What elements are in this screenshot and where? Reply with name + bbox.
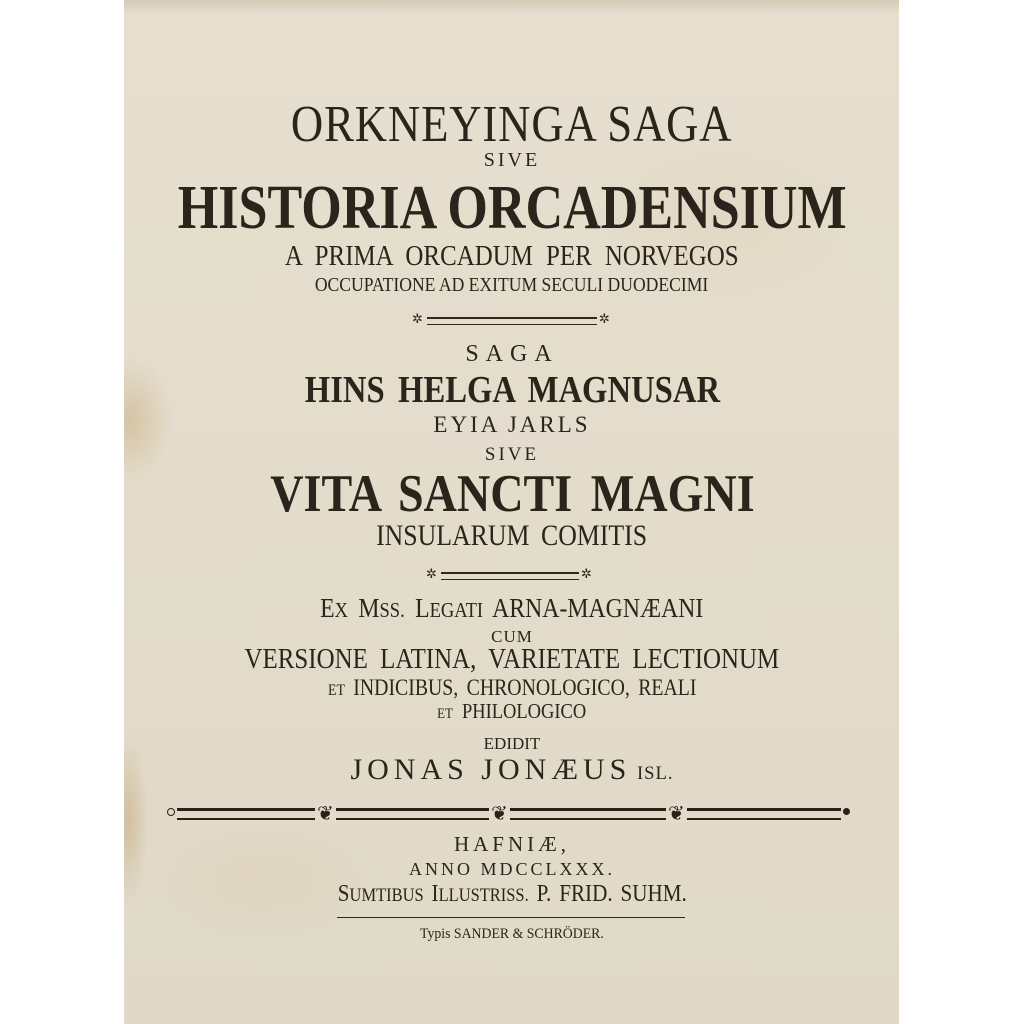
title-line-2: HISTORIA ORCADENSIUM bbox=[177, 174, 847, 242]
star-icon: ✲ bbox=[426, 567, 437, 582]
double-rule bbox=[441, 572, 579, 580]
contents-line-3: ET PHILOLOGICO bbox=[437, 699, 587, 723]
second-title-line-3: VITA SANCTI MAGNI bbox=[269, 465, 755, 523]
second-title-line-4: INSULARUM COMITIS bbox=[376, 519, 648, 552]
second-title-line-1: HINS HELGA MAGNUSAR bbox=[304, 369, 720, 411]
fleuron-icon: ❦ bbox=[317, 801, 334, 825]
editor-name: JONAS JONÆUS ISL. bbox=[350, 753, 674, 786]
star-icon: ✲ bbox=[412, 312, 423, 327]
cum-connector: CUM bbox=[491, 627, 533, 646]
title-line-1: ORKNEYINGA SAGA bbox=[291, 96, 733, 153]
source-line: EX MSS. LEGATI ARNA-MAGNÆANI bbox=[320, 593, 704, 623]
star-icon: ✲ bbox=[599, 312, 610, 327]
sive-connector-1: SIVE bbox=[483, 149, 541, 171]
subtitle-line-2: OCCUPATIONE AD EXITUM SECULI DUODECIMI bbox=[315, 274, 709, 296]
fleuron-icon: ❦ bbox=[668, 801, 685, 825]
title-page bbox=[124, 0, 899, 1024]
dot-end-icon bbox=[843, 808, 850, 815]
star-rule-ornament-1 bbox=[412, 313, 612, 327]
star-rule-ornament-2 bbox=[426, 568, 594, 582]
contents-line-1: VERSIONE LATINA, VARIETATE LECTIONUM bbox=[244, 643, 780, 675]
subtitle-line-1: A PRIMA ORCADUM PER NORVEGOS bbox=[285, 240, 739, 272]
sive-connector-2: SIVE bbox=[484, 444, 540, 465]
fleuron-rule-ornament bbox=[167, 801, 852, 825]
star-icon: ✲ bbox=[581, 567, 592, 582]
ring-end-icon bbox=[167, 808, 175, 816]
edidit-label: EDIDIT bbox=[483, 734, 541, 753]
imprint-place: HAFNIÆ, bbox=[453, 832, 571, 856]
fleuron-icon: ❦ bbox=[491, 801, 508, 825]
publisher-line: SUMTIBUS ILLUSTRISS. P. FRID. SUHM. bbox=[337, 881, 687, 907]
printer-line: Typis SANDER & SCHRÖDER. bbox=[420, 926, 604, 942]
contents-line-2: ET INDICIBUS, CHRONOLOGICO, REALI bbox=[327, 675, 697, 700]
imprint-rule bbox=[337, 917, 685, 918]
second-title-line-2: EYIA JARLS bbox=[433, 412, 591, 437]
imprint-year: ANNO MDCCLXXX. bbox=[408, 859, 615, 879]
double-rule bbox=[427, 317, 597, 325]
saga-heading: SAGA bbox=[465, 341, 559, 367]
